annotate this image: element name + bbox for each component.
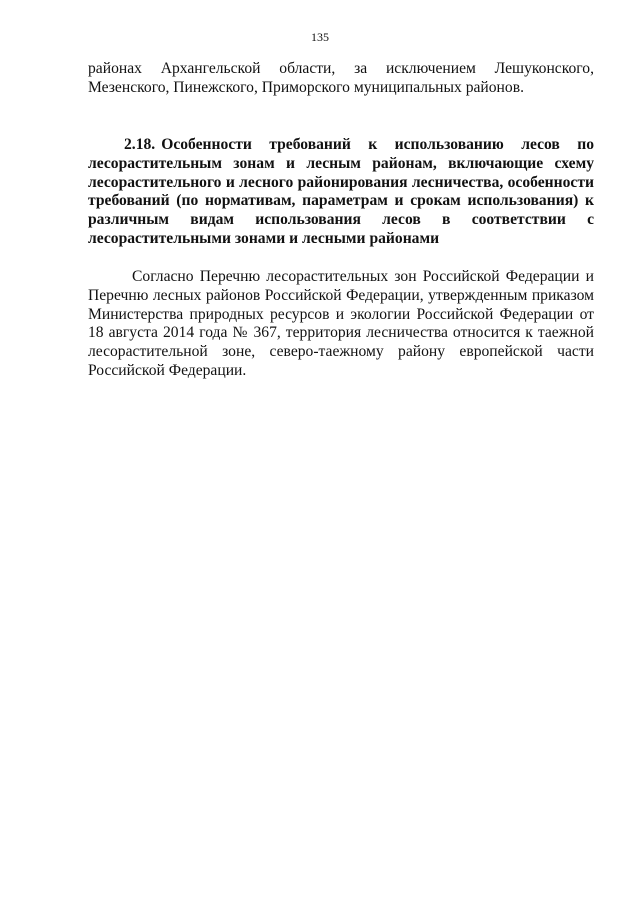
page-number: 135 [311,30,329,44]
section-heading [88,136,594,249]
section-number: 2.18. [124,136,156,153]
section-title: Особенности требований к использованию лесов по лесорастительным зонам и лесным районам, включающие схему лесорастительного и лесного районирования лесничества, особенности требований (по нормативам, параметрам и срокам использования) к различным видам использования лесов в соответствии с лесорастительными зонами и лесными районами [88,136,594,247]
body-block [88,268,594,381]
body-paragraph: Согласно Перечню лесорастительных зон Российской Федерации и Перечню лесных районов Российской Федерации, утвержденным приказом Министерства природных ресурсов и экологии Российской Федерации от 18 августа 2014 года № 367, территория лесничества относится к таежной лесорастительной зоне, северо-таежному району европейской части Российской Федерации. [88,268,594,379]
intro-block [88,60,594,98]
section-heading-paragraph [88,136,594,249]
intro-paragraph: районах Архангельской области, за исключением Лешуконского, Мезенского, Пинежского, Приморского муниципальных районов. [88,60,594,96]
